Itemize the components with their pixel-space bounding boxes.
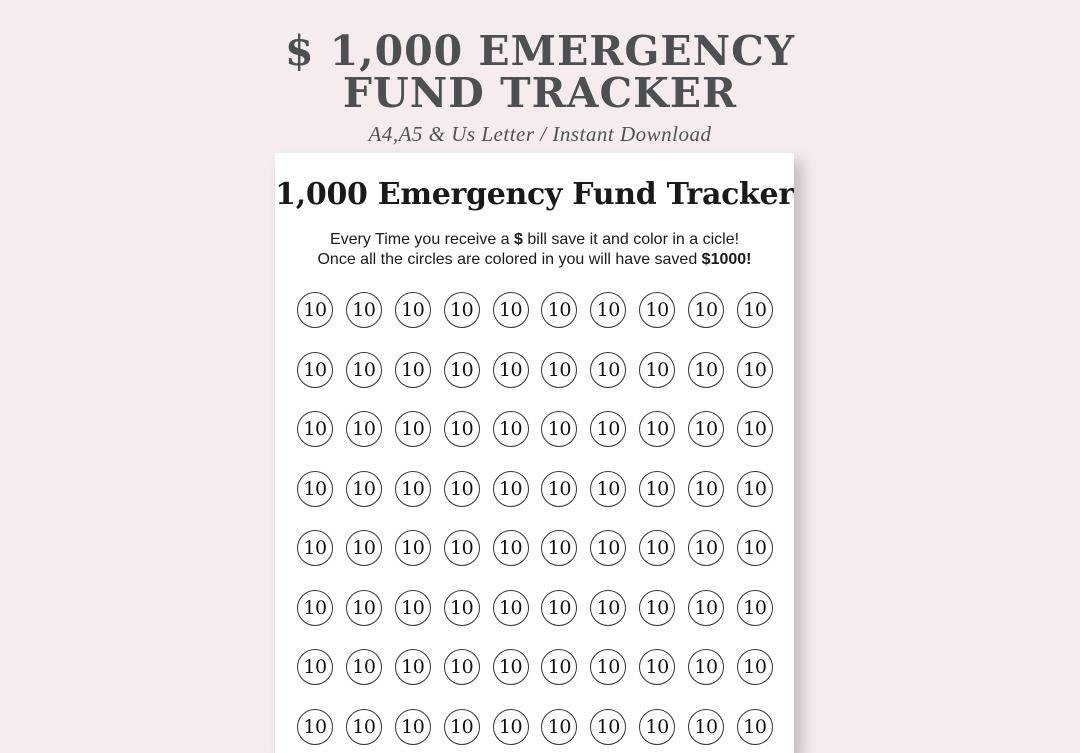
savings-circle: 10 <box>297 709 333 745</box>
savings-circle: 10 <box>493 411 529 447</box>
savings-circle: 10 <box>493 471 529 507</box>
savings-circle: 10 <box>395 709 431 745</box>
instructions-text: bill save it and color in a cicle! <box>523 231 739 248</box>
savings-circle: 10 <box>590 530 626 566</box>
savings-circle: 10 <box>590 411 626 447</box>
circle-row <box>297 352 773 412</box>
savings-circle: 10 <box>346 471 382 507</box>
savings-circle: 10 <box>297 590 333 626</box>
savings-circle: 10 <box>541 530 577 566</box>
savings-circle: 10 <box>444 411 480 447</box>
savings-circle: 10 <box>493 590 529 626</box>
savings-circle: 10 <box>590 292 626 328</box>
savings-circle: 10 <box>590 590 626 626</box>
savings-circle: 10 <box>493 530 529 566</box>
savings-circle: 10 <box>297 352 333 388</box>
savings-circle: 10 <box>444 649 480 685</box>
savings-circle: 10 <box>346 590 382 626</box>
savings-circle: 10 <box>346 530 382 566</box>
circle-row <box>297 590 773 650</box>
circle-row <box>297 411 773 471</box>
savings-circle: 10 <box>346 292 382 328</box>
savings-circle: 10 <box>737 411 773 447</box>
savings-circle: 10 <box>590 649 626 685</box>
savings-circle: 10 <box>737 471 773 507</box>
savings-circle: 10 <box>395 471 431 507</box>
instructions-text: Every Time you receive a <box>330 231 514 248</box>
savings-circle: 10 <box>737 352 773 388</box>
instructions <box>275 230 794 270</box>
savings-circle: 10 <box>395 530 431 566</box>
savings-circle: 10 <box>688 530 724 566</box>
banner-title-line-1: $ 1,000 EMERGENCY <box>0 30 1080 72</box>
banner-title <box>0 30 1080 114</box>
savings-circle: 10 <box>395 352 431 388</box>
savings-circle: 10 <box>493 292 529 328</box>
banner-subtitle: A4,A5 & Us Letter / Instant Download <box>0 122 1080 147</box>
savings-circle: 10 <box>444 292 480 328</box>
savings-circle: 10 <box>444 530 480 566</box>
savings-circle: 10 <box>541 292 577 328</box>
savings-circle: 10 <box>737 530 773 566</box>
savings-circle: 10 <box>688 471 724 507</box>
tracker-sheet <box>275 153 794 753</box>
savings-circle: 10 <box>541 709 577 745</box>
savings-circle: 10 <box>639 530 675 566</box>
circle-row <box>297 709 773 753</box>
savings-circle: 10 <box>297 649 333 685</box>
savings-circle: 10 <box>297 530 333 566</box>
savings-circle: 10 <box>493 709 529 745</box>
savings-circle: 10 <box>688 649 724 685</box>
instructions-line-2 <box>275 250 794 270</box>
savings-circle: 10 <box>688 411 724 447</box>
savings-circle: 10 <box>395 411 431 447</box>
savings-circle: 10 <box>639 352 675 388</box>
savings-circle: 10 <box>737 590 773 626</box>
savings-circle: 10 <box>444 352 480 388</box>
savings-circle: 10 <box>541 590 577 626</box>
instructions-text: Once all the circles are colored in you will have saved <box>317 251 701 268</box>
savings-circle: 10 <box>590 709 626 745</box>
savings-circle: 10 <box>639 709 675 745</box>
savings-circle: 10 <box>737 709 773 745</box>
circle-row <box>297 649 773 709</box>
instructions-bold-text: $ <box>514 231 523 248</box>
savings-circle: 10 <box>688 590 724 626</box>
savings-circle: 10 <box>541 411 577 447</box>
savings-circle: 10 <box>297 411 333 447</box>
savings-circle: 10 <box>639 292 675 328</box>
savings-circle: 10 <box>688 292 724 328</box>
circle-grid <box>297 292 773 753</box>
savings-circle: 10 <box>346 411 382 447</box>
savings-circle: 10 <box>395 590 431 626</box>
savings-circle: 10 <box>444 471 480 507</box>
instructions-bold-text: $1000! <box>702 251 752 268</box>
savings-circle: 10 <box>444 709 480 745</box>
savings-circle: 10 <box>395 649 431 685</box>
savings-circle: 10 <box>639 471 675 507</box>
savings-circle: 10 <box>737 649 773 685</box>
savings-circle: 10 <box>639 649 675 685</box>
savings-circle: 10 <box>688 709 724 745</box>
savings-circle: 10 <box>590 471 626 507</box>
circle-row <box>297 530 773 590</box>
savings-circle: 10 <box>688 352 724 388</box>
savings-circle: 10 <box>346 352 382 388</box>
savings-circle: 10 <box>346 709 382 745</box>
savings-circle: 10 <box>541 649 577 685</box>
savings-circle: 10 <box>297 292 333 328</box>
circle-row <box>297 292 773 352</box>
banner-title-line-2: FUND TRACKER <box>0 72 1080 114</box>
savings-circle: 10 <box>493 352 529 388</box>
savings-circle: 10 <box>541 352 577 388</box>
savings-circle: 10 <box>493 649 529 685</box>
savings-circle: 10 <box>444 590 480 626</box>
savings-circle: 10 <box>590 352 626 388</box>
sheet-title: 1,000 Emergency Fund Tracker <box>275 177 794 212</box>
savings-circle: 10 <box>639 411 675 447</box>
savings-circle: 10 <box>737 292 773 328</box>
instructions-line-1 <box>275 230 794 250</box>
circle-row <box>297 471 773 531</box>
savings-circle: 10 <box>346 649 382 685</box>
savings-circle: 10 <box>639 590 675 626</box>
savings-circle: 10 <box>395 292 431 328</box>
savings-circle: 10 <box>541 471 577 507</box>
savings-circle: 10 <box>297 471 333 507</box>
